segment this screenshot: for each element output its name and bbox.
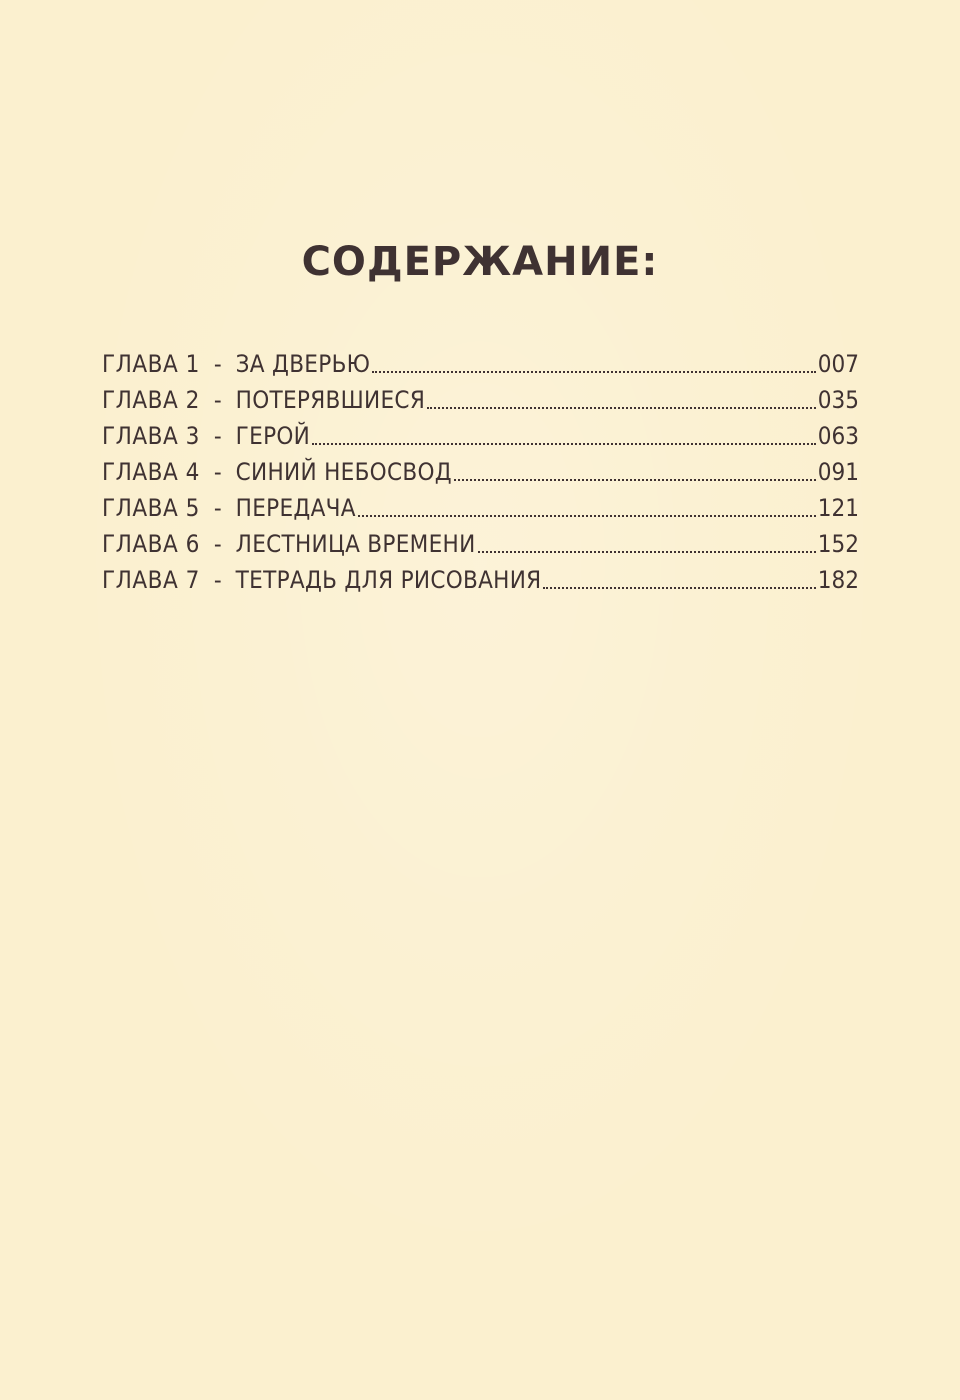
toc-row-chapter-6: [102, 526, 859, 562]
chapter-number: ГЛАВА 7: [102, 566, 200, 594]
toc-row-chapter-1: [102, 346, 859, 382]
toc-row-chapter-7: [102, 562, 859, 598]
dot-leader: [312, 441, 816, 445]
page-number: 121: [817, 494, 859, 522]
chapter-number: ГЛАВА 5: [102, 494, 200, 522]
dot-leader: [358, 513, 816, 517]
chapter-separator: -: [213, 494, 222, 522]
page-number: 182: [817, 566, 859, 594]
page-number: 007: [817, 350, 859, 378]
chapter-title: ПОТЕРЯВШИЕСЯ: [235, 386, 426, 414]
chapter-title: ТЕТРАДЬ ДЛЯ РИСОВАНИЯ: [235, 566, 542, 594]
table-of-contents: [102, 346, 859, 598]
chapter-title: ЗА ДВЕРЬЮ: [235, 350, 371, 378]
chapter-separator: -: [213, 386, 222, 414]
chapter-title: ГЕРОЙ: [235, 422, 311, 450]
page-number: 091: [817, 458, 859, 486]
chapter-separator: -: [213, 530, 222, 558]
chapter-number: ГЛАВА 3: [102, 422, 200, 450]
chapter-title: СИНИЙ НЕБОСВОД: [235, 458, 452, 486]
chapter-number: ГЛАВА 4: [102, 458, 200, 486]
page-number: 035: [817, 386, 859, 414]
chapter-number: ГЛАВА 6: [102, 530, 200, 558]
page-title: СОДЕРЖАНИЕ:: [301, 239, 659, 285]
dot-leader: [372, 369, 816, 373]
toc-row-chapter-4: [102, 454, 859, 490]
chapter-separator: -: [213, 458, 222, 486]
toc-row-chapter-3: [102, 418, 859, 454]
chapter-title: ЛЕСТНИЦА ВРЕМЕНИ: [235, 530, 476, 558]
chapter-title: ПЕРЕДАЧА: [235, 494, 356, 522]
chapter-separator: -: [213, 422, 222, 450]
dot-leader: [454, 477, 816, 481]
chapter-number: ГЛАВА 2: [102, 386, 200, 414]
page-number: 063: [817, 422, 859, 450]
page-number: 152: [817, 530, 859, 558]
dot-leader: [543, 585, 815, 589]
toc-row-chapter-5: [102, 490, 859, 526]
chapter-separator: -: [213, 566, 222, 594]
chapter-separator: -: [213, 350, 222, 378]
chapter-number: ГЛАВА 1: [102, 350, 200, 378]
dot-leader: [427, 405, 816, 409]
toc-row-chapter-2: [102, 382, 859, 418]
dot-leader: [478, 549, 816, 553]
